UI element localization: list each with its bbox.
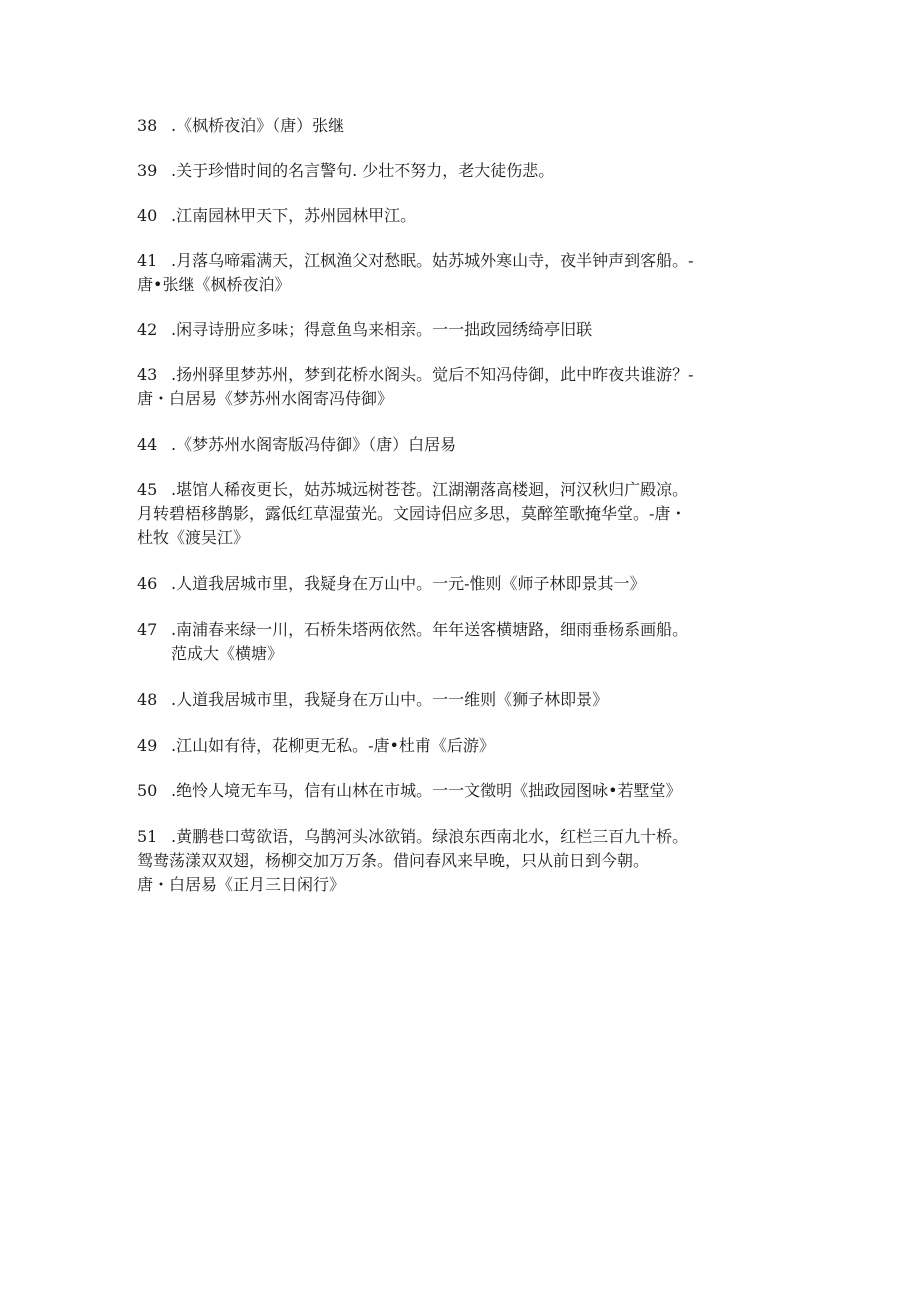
entry-continuation: 唐・白居易《梦苏州水阁寄冯侍御》 bbox=[137, 389, 394, 408]
entry-continuation: 唐・白居易《正月三日闲行》 bbox=[137, 875, 346, 894]
entry-47 bbox=[137, 618, 797, 666]
entry-49 bbox=[137, 734, 797, 758]
entry-number: 50 bbox=[137, 781, 158, 800]
entry-51 bbox=[137, 825, 797, 897]
entry-text: .《枫桥夜泊》（唐）张继 bbox=[171, 116, 345, 135]
entry-number: 41 bbox=[137, 251, 158, 270]
entry-38 bbox=[137, 114, 797, 138]
entry-50 bbox=[137, 779, 797, 803]
entry-number: 44 bbox=[137, 435, 158, 454]
entry-line bbox=[137, 114, 797, 138]
entry-number: 51 bbox=[137, 827, 158, 846]
entry-continuation: 范成大《横塘》 bbox=[171, 644, 284, 663]
entry-text: .闲寻诗册应多味；得意鱼鸟来相亲。一一拙政园绣绮亭旧联 bbox=[171, 320, 593, 339]
entry-text: .人道我居城市里，我疑身在万山中。一一维则《狮子林即景》 bbox=[171, 690, 609, 709]
entry-line bbox=[137, 433, 797, 457]
entry-number: 42 bbox=[137, 320, 158, 339]
entry-39 bbox=[137, 159, 797, 183]
entry-number: 43 bbox=[137, 365, 158, 384]
entry-41 bbox=[137, 249, 797, 297]
entry-text: .关于珍惜时间的名言警句. 少壮不努力，老大徒伤悲。 bbox=[171, 161, 555, 180]
entry-line bbox=[137, 572, 797, 596]
entry-44 bbox=[137, 433, 797, 457]
entry-46 bbox=[137, 572, 797, 596]
entry-48 bbox=[137, 688, 797, 712]
entry-line bbox=[137, 249, 797, 273]
entry-line bbox=[137, 734, 797, 758]
entry-text: .绝怜人境无车马，信有山林在市城。一一文徵明《拙政园图咏•若墅堂》 bbox=[171, 781, 682, 800]
entry-number: 45 bbox=[137, 480, 158, 499]
entry-line bbox=[137, 204, 797, 228]
entry-number: 49 bbox=[137, 736, 158, 755]
entry-text: .南浦春来绿一川，石桥朱塔两依然。年年送客横塘路，细雨垂杨系画船。 bbox=[171, 620, 689, 639]
entry-line bbox=[137, 363, 797, 387]
entry-number: 48 bbox=[137, 690, 158, 709]
entry-text: .江南园林甲天下，苏州园林甲江。 bbox=[171, 206, 417, 225]
entry-text: .江山如有待，花柳更无私。-唐•杜甫《后游》 bbox=[171, 736, 495, 755]
entry-number: 47 bbox=[137, 620, 158, 639]
entry-line bbox=[137, 825, 797, 849]
entry-text: .黄鹏巷口莺欲语，乌鹊河头冰欲销。绿浪东西南北水，红栏三百九十桥。 bbox=[171, 827, 689, 846]
entry-line bbox=[137, 318, 797, 342]
entry-line bbox=[137, 688, 797, 712]
entry-43 bbox=[137, 363, 797, 411]
entry-number: 40 bbox=[137, 206, 158, 225]
entry-line bbox=[137, 779, 797, 803]
entry-text: .人道我居城市里，我疑身在万山中。一元-惟则《师子林即景其一》 bbox=[171, 574, 646, 593]
entry-line bbox=[137, 478, 797, 502]
entry-text: .《梦苏州水阁寄版冯侍御》（唐）白居易 bbox=[171, 435, 457, 454]
entry-42 bbox=[137, 318, 797, 342]
entry-text: .堪馆人稀夜更长，姑苏城远树苍苍。江湖潮落高楼迴，河汉秋归广殿凉。 bbox=[171, 480, 689, 499]
entry-number: 38 bbox=[137, 116, 158, 135]
entry-line bbox=[137, 618, 797, 642]
entry-continuation: 杜牧《渡吴江》 bbox=[137, 528, 250, 547]
entry-number: 39 bbox=[137, 161, 158, 180]
entry-continuation: 鸳鸯荡漾双双翅，杨柳交加万万条。借问春风来早晚，只从前日到今朝。 bbox=[137, 851, 650, 870]
entry-40 bbox=[137, 204, 797, 228]
entry-line bbox=[137, 159, 797, 183]
entry-continuation: 月转碧梧移鹊影，露低红草湿萤光。文园诗侣应多思，莫醉笙歌掩华堂。-唐・ bbox=[137, 504, 687, 523]
entry-45 bbox=[137, 478, 797, 550]
entry-continuation: 唐•张继《枫桥夜泊》 bbox=[137, 275, 291, 294]
entry-number: 46 bbox=[137, 574, 158, 593]
entry-text: .扬州驿里梦苏州，梦到花桥水阁头。觉后不知冯侍御，此中昨夜共谁游？- bbox=[171, 365, 694, 384]
entry-text: .月落乌啼霜满天，江枫渔父对愁眠。姑苏城外寒山寺，夜半钟声到客船。- bbox=[171, 251, 694, 270]
